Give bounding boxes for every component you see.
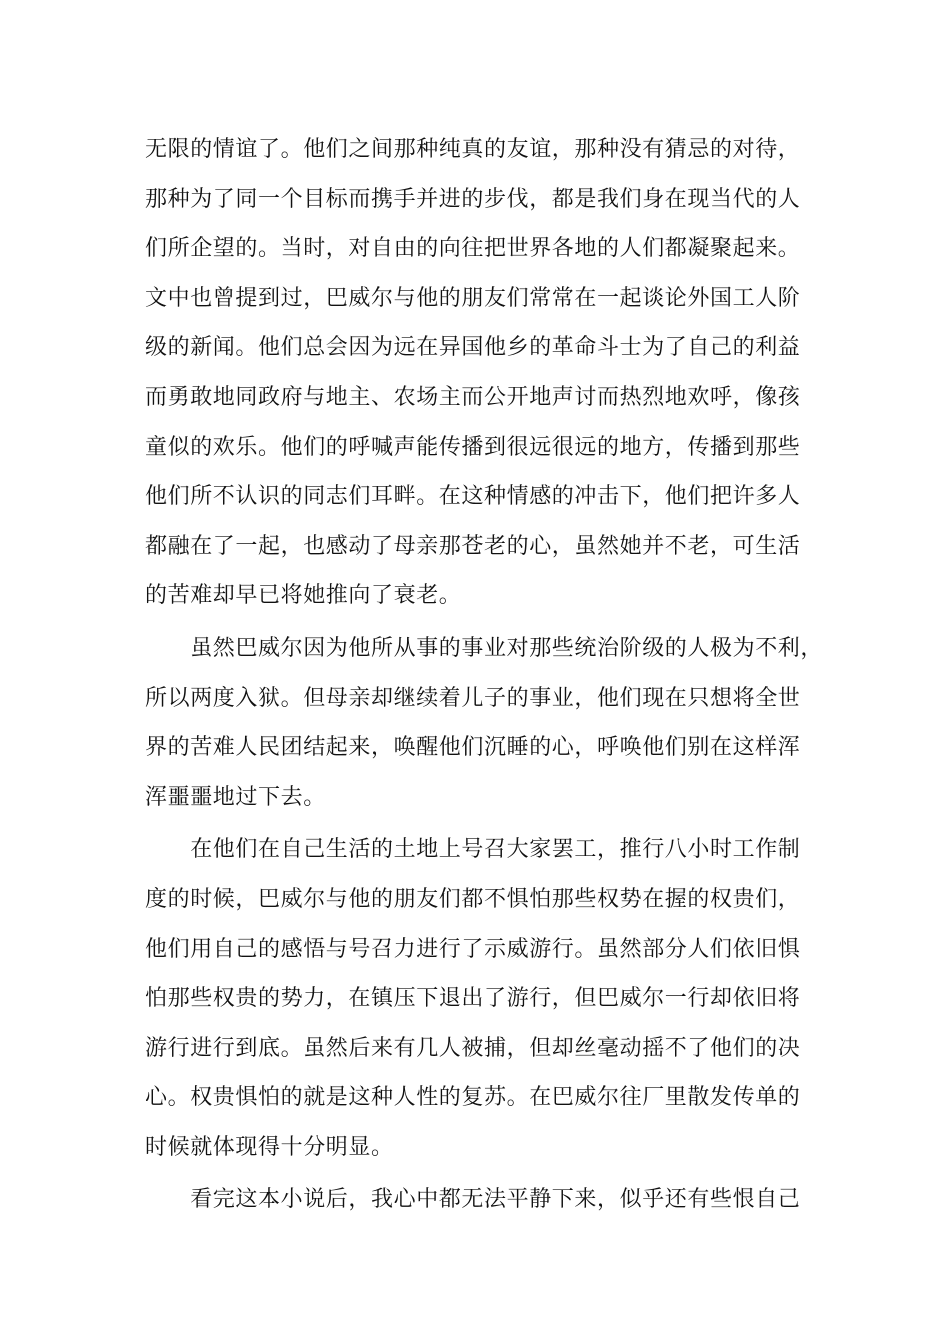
text-line: 无限的情谊了。他们之间那种纯真的友谊，那种没有猜忌的对待， <box>145 137 801 162</box>
text-line: 在他们在自己生活的土地上号召大家罢工，推行八小时工作制 <box>145 837 801 863</box>
text-line: 虽然巴威尔因为他所从事的事业对那些统治阶级的人极为不利， <box>145 635 824 661</box>
text-line: 都融在了一起，也感动了母亲那苍老的心，虽然她并不老，可生活 <box>145 533 801 559</box>
text-line: 的苦难却早已将她推向了衰老。 <box>145 583 462 609</box>
paragraph <box>145 125 825 621</box>
text-line: 浑噩噩地过下去。 <box>145 784 326 810</box>
text-line: 怕那些权贵的势力，在镇压下退出了游行，但巴威尔一行却依旧将 <box>145 986 801 1012</box>
text-line: 度的时候，巴威尔与他的朋友们都不惧怕那些权势在握的权贵们， <box>145 886 801 912</box>
text-line: 级的新闻。他们总会因为远在异国他乡的革命斗士为了自己的利益 <box>145 335 801 361</box>
paragraph <box>145 624 825 822</box>
text-line: 看完这本小说后，我心中都无法平静下来，似乎还有些恨自己 <box>145 1187 801 1213</box>
text-line: 文中也曾提到过，巴威尔与他的朋友们常常在一起谈论外国工人阶 <box>145 285 801 311</box>
text-line: 游行进行到底。虽然后来有几人被捕，但却丝毫动摇不了他们的决 <box>145 1035 801 1061</box>
text-line: 界的苦难人民团结起来，唤醒他们沉睡的心，呼唤他们别在这样浑 <box>145 735 801 761</box>
text-line: 那种为了同一个目标而携手并进的步伐，都是我们身在现当代的人 <box>145 186 801 212</box>
paragraph <box>145 1175 825 1225</box>
paragraph <box>145 825 825 1172</box>
text-line: 心。权贵惧怕的就是这种人性的复苏。在巴威尔往厂里散发传单的 <box>145 1085 801 1111</box>
text-line: 童似的欢乐。他们的呼喊声能传播到很远很远的地方，传播到那些 <box>145 434 801 460</box>
text-line: 他们用自己的感悟与号召力进行了示威游行。虽然部分人们依旧惧 <box>145 936 801 962</box>
text-line: 时候就体现得十分明显。 <box>145 1134 394 1160</box>
text-line: 们所企望的。当时，对自由的向往把世界各地的人们都凝聚起来。 <box>145 236 801 262</box>
text-line: 所以两度入狱。但母亲却继续着儿子的事业，他们现在只想将全世 <box>145 685 801 711</box>
text-line: 他们所不认识的同志们耳畔。在这种情感的冲击下，他们把许多人 <box>145 484 801 510</box>
text-line: 而勇敢地同政府与地主、农场主而公开地声讨而热烈地欢呼，像孩 <box>145 384 801 410</box>
body-text <box>145 125 825 1225</box>
